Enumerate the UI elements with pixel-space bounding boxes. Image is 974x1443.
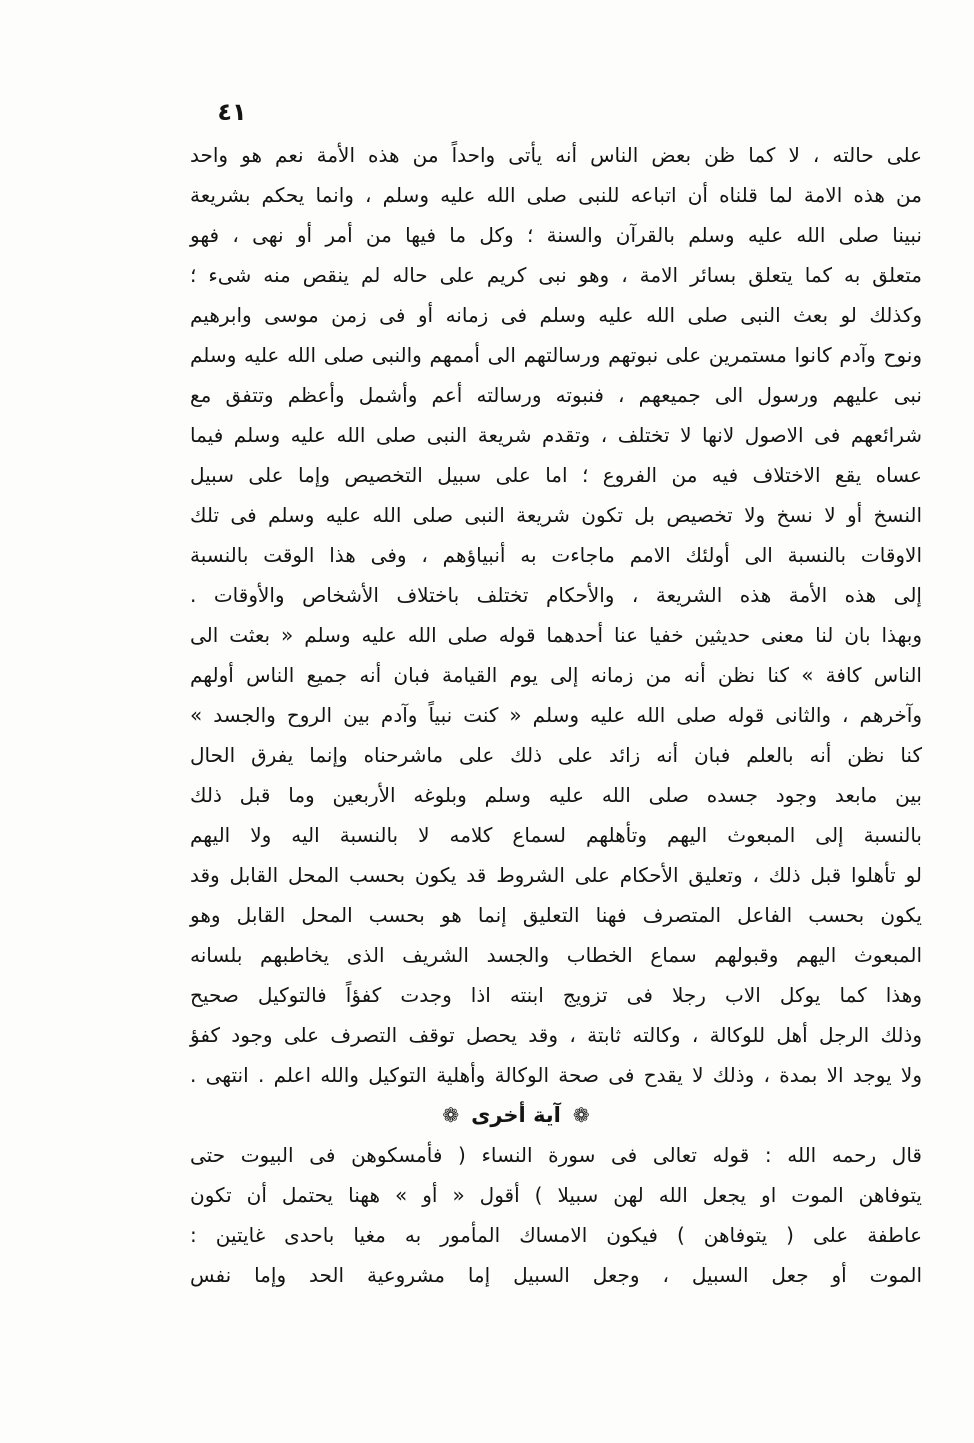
body-line: بالنسبة إلى المبعوث اليهم وتأهلهم لسماع كلامه لا بالنسبة اليه ولا اليهم xyxy=(190,823,922,847)
body-line: متعلق به كما يتعلق بسائر الامة ، وهو نبى كريم على حاله لم ينقص منه شىء ؛ xyxy=(190,263,922,287)
body-line: يكون بحسب الفاعل المتصرف فهنا التعليق إنما هو بحسب المحل القابل وهو xyxy=(190,903,922,927)
section-heading-text: آية أخرى xyxy=(471,1103,561,1127)
floral-ornament-icon: ❁ xyxy=(572,1103,590,1127)
body-line: وكذلك لو بعث النبى صلى الله عليه وسلم فى زمانه أو فى زمن موسى وابرهيم xyxy=(190,303,922,327)
section-heading xyxy=(190,1095,922,1135)
body-line: وهذا كما يوكل الاب رجلا فى تزويج ابنته اذا وجدت كفؤاً فالتوكيل صحيح xyxy=(190,983,922,1007)
body-line: ونوح وآدم كانوا مستمرين على نبوتهم ورسالتهم الى أممهم والنبى صلى الله عليه وسلم xyxy=(190,343,922,367)
body-line: نبينا صلى الله عليه وسلم بالقرآن والسنة ؛ وكل ما فيها من أمر أو نهى ، فهو xyxy=(190,223,922,247)
body-line: المبعوث اليهم وقبولهم سماع الخطاب والجسد الشريف الذى يخاطبهم بلسانه xyxy=(190,943,922,967)
section-line: قال رحمه الله : قوله تعالى فى سورة النساء ( فأمسكوهن فى البيوت حتى xyxy=(190,1143,922,1167)
text-column xyxy=(190,135,922,1295)
body-line: وآخرهم ، والثانى قوله صلى الله عليه وسلم « كنت نبياً وآدم بين الروح والجسد » xyxy=(190,703,922,727)
body-line: نبى عليهم ورسول الى جميعهم ، فنبوته ورسالته أعم وأشمل وأعظم وتتفق مع xyxy=(190,383,922,407)
section-line: عاطفة على ( يتوفاهن ) فيكون الامساك المأمور به مغيا باحدى غايتين : xyxy=(190,1223,922,1247)
body-line: عساه يقع الاختلاف فيه من الفروع ؛ اما على سبيل التخصيص وإما على سبيل xyxy=(190,463,922,487)
body-line: وبهذا بان لنا معنى حديثين خفيا عنا أحدهما قوله صلى الله عليه وسلم « بعثت الى xyxy=(190,623,922,647)
body-line: لو تأهلوا قبل ذلك ، وتعليق الأحكام على الشروط قد يكون بحسب المحل القابل وقد xyxy=(190,863,922,887)
body-line: وذلك الرجل أهل للوكالة ، وكالته ثابتة ، وقد يحصل توقف التصرف على وجود كفؤ xyxy=(190,1023,922,1047)
body-line: شرائعهم فى الاصول لانها لا تختلف ، وتقدم شريعة النبى صلى الله عليه وسلم فيما xyxy=(190,423,922,447)
body-line: ولا يوجد الا بمدة ، وذلك لا يقدح فى صحة الوكالة وأهلية التوكيل والله اعلم . انتهى . xyxy=(190,1063,922,1087)
body-line: على حالته ، لا كما ظن بعض الناس أنه يأتى واحداً من هذه الأمة نعم هو واحد xyxy=(190,143,922,167)
page-number: ٤١ xyxy=(217,98,247,126)
body-line: النسخ أو لا نسخ ولا تخصيص بل تكون شريعة النبى صلى الله عليه وسلم فى تلك xyxy=(190,503,922,527)
body-line: الناس كافة » كنا نظن أنه من زمانه إلى يوم القيامة فبان أنه جميع الناس أولهم xyxy=(190,663,922,687)
section-line: الموت أو جعل السبيل ، وجعل السبيل إما مشروعية الحد وإما نفس xyxy=(190,1263,922,1287)
body-line: الاوقات بالنسبة الى أولئك الامم ماجاءت به أنبياؤهم ، وفى هذا الوقت بالنسبة xyxy=(190,543,922,567)
body-line: من هذه الامة لما قلناه أن اتباعه للنبى صلى الله عليه وسلم ، وانما يحكم بشريعة xyxy=(190,183,922,207)
section-line: يتوفاهن الموت او يجعل الله لهن سبيلا ) أقول « أو » ههنا يحتمل أن تكون xyxy=(190,1183,922,1207)
body-line: كنا نظن أنه بالعلم فبان أنه زائد على ذلك على ماشرحناه وإنما يفرق الحال xyxy=(190,743,922,767)
body-line: بين مابعد وجود جسده صلى الله عليه وسلم وبلوغه الأربعين وما قبل ذلك xyxy=(190,783,922,807)
body-line: إلى هذه الأمة هذه الشريعة ، والأحكام تختلف باختلاف الأشخاص والأوقات . xyxy=(190,583,922,607)
floral-ornament-icon: ❁ xyxy=(442,1103,460,1127)
